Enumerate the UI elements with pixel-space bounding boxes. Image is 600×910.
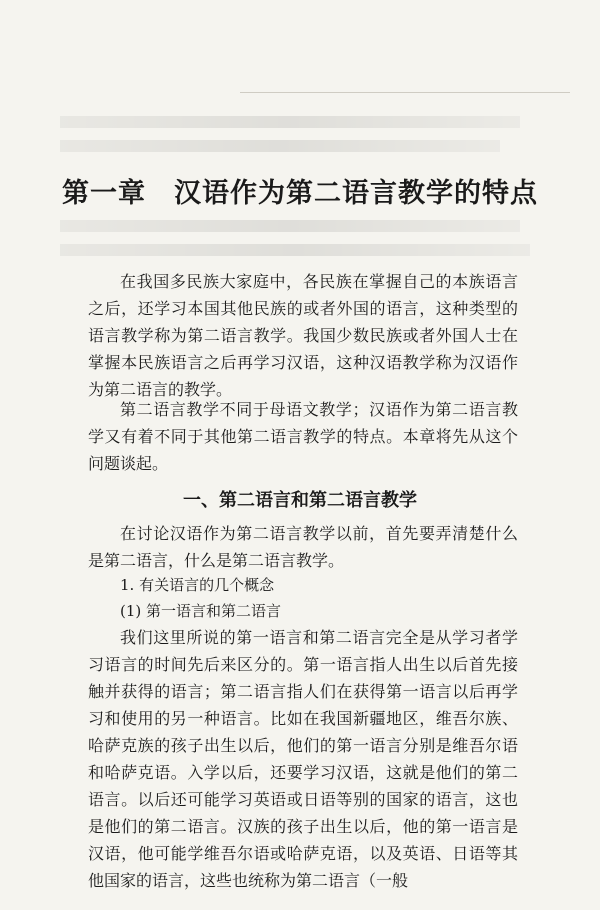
- section-intro-paragraph: 在讨论汉语作为第二语言教学以前，首先要弄清楚什么是第二语言，什么是第二语言教学。: [88, 524, 518, 570]
- section-title: 一、第二语言和第二语言教学: [183, 490, 417, 511]
- show-through-line: [60, 220, 520, 232]
- subheading-first-second-language: (1) 第一语言和第二语言: [120, 602, 282, 620]
- body-paragraph: 我们这里所说的第一语言和第二语言完全是从学习者学习语言的时间先后来区分的。第一语言指人出生以后首先接触并获得的语言；第二语言指人们在获得第一语言以后再学习和使用的另一种语言。比如在我国新疆地区，维吾尔族、哈萨克族的孩子出生以后，他们的第一语言分别是维吾尔语和哈萨克语。入学以后，还要学习汉语，这就是他们的第二语言。以后还可能学习英语或日语等别的国家的语言，这也是他们的第二语言。汉族的孩子出生以后，他的第一语言是汉语，他可能学维吾尔语或哈萨克语，以及英语、日语等其他国家的语言，这些也统称为第二语言（一般: [88, 628, 518, 890]
- chapter-title: 第一章 汉语作为第二语言教学的特点: [62, 178, 538, 209]
- intro-paragraph-2: 第二语言教学不同于母语文教学；汉语作为第二语言教学又有着不同于其他第二语言教学的特点。本章将先从这个问题谈起。: [88, 400, 518, 473]
- intro-paragraph-1: 在我国多民族大家庭中，各民族在掌握自己的本族语言之后，还学习本国其他民族的或者外国的语言，这种类型的语言教学称为第二语言教学。我国少数民族或者外国人士在掌握本民族语言之后再学习汉语，这种汉语教学称为汉语作为第二语言的教学。: [88, 272, 518, 399]
- show-through-header: [240, 72, 570, 93]
- show-through-line: [60, 244, 530, 256]
- show-through-line: [60, 140, 500, 152]
- subheading-concepts: 1. 有关语言的几个概念: [120, 576, 275, 594]
- show-through-line: [60, 116, 520, 128]
